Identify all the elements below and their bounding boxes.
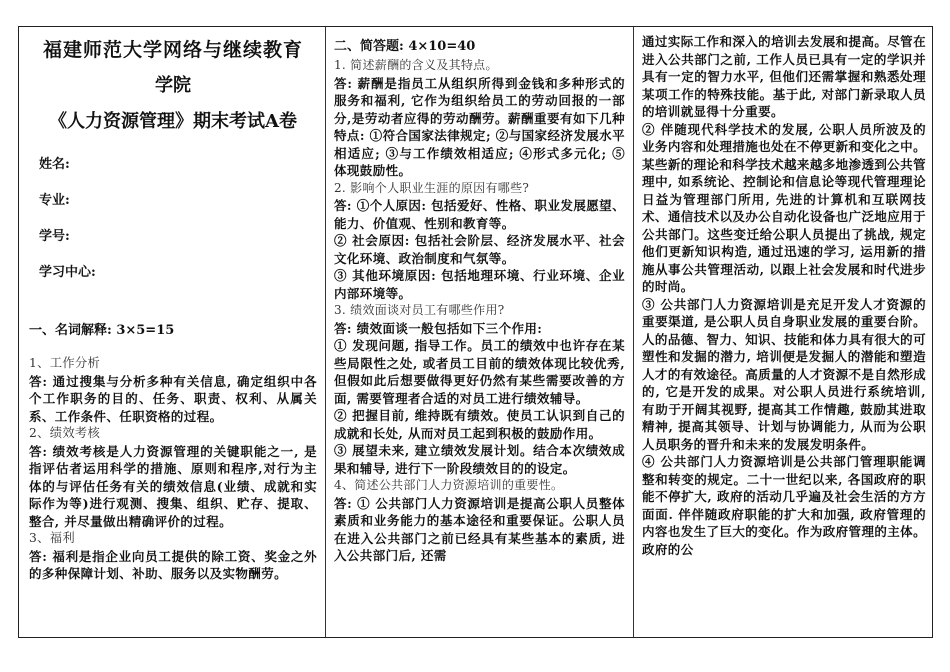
answer-text: ① 发现问题, 指导工作。员工的绩效中也许存在某些局限性之处, 或者员工目前的绩效体现比较优秀, 但假如此后想要做得更好仍然有某些需要改善的方面, 需要管理者合适的对员工进行绩效辅导。 <box>334 338 625 406</box>
answer-text: 答: 薪酬是指员工从组织所得到金钱和多种形式的服务和福利, 它作为组织给员工的劳动回报的一部分,是劳动者应得的劳动酬劳。薪酬重要有如下几种特点: ①符合国家法律规定; ②与国家经济发展水平相适应; ③与工作绩效相适应; ④形式多元化; ⑤ 体现鼓励性。 <box>334 75 625 178</box>
column-2 <box>326 27 634 637</box>
exam-title: 《人力资源管理》期末考试A卷 <box>49 111 297 132</box>
question-title: 4、简述公共部门人力资源培训的重要性。 <box>334 478 564 492</box>
answer-text: ② 社会原因: 包括社会阶层、经济发展水平、社会文化环境、政治制度和气氛等。 <box>334 233 625 266</box>
study-center-field: 学习中心: <box>39 265 96 280</box>
school-name: 福建师范大学网络与继续教育 <box>42 39 303 61</box>
answer-text: ② 伴随现代科学技术的发展, 公职人员所波及的业务内容和处理措施也处在不停更新和变化之中。某些新的理论和科学技术越来越多地渗透到公共管理中, 如系统论、控制论和信息论等现代管理理论日益为管理部门所用, 先进的计算机和互联网技术、通信技术以及办公自动化设备也广泛地应用于公共部门。这些变迁给公职人员提出了挑战, 规定他们更新知识构造, 通过迅速的学习, 运用新的措施从事公共管理活动, 以跟上社会发展和时代进步的时尚。 <box>642 121 926 294</box>
answer-text: 答: ①个人原因: 包括爱好、性格、职业发展愿望、能力、价值观、性别和教育等。 <box>334 198 625 231</box>
student-id-field: 学号: <box>39 229 70 244</box>
answer-text: 答: 绩效考核是人力资源管理的关键职能之一, 是指评估者运用科学的措施、原则和程序,对行为主体的与评估任务有关的绩效信息(业绩、成就和实际作为等)进行观测、搜集、组织、贮存、提取、整合, 并尽量做出精确评价的过程。 <box>29 443 317 529</box>
major-field: 专业: <box>39 193 70 208</box>
answer-text: ③ 公共部门人力资源培训是充足开发人才资源的重要渠道, 是公职人员自身职业发展的重要台阶。人的品德、智力、知识、技能和体力具有很大的可塑性和发掘的潜力, 培训便是发掘人的潜能和塑造人才的有效途径。高质量的人才资源不是自然形成的, 它是开发的成果。对公职人员进行系统培训, 有助于开阔其视野, 提高其工作情趣, 鼓励其进取精神, 提高其领导、计划与协调能力, 从而为公职人员职务的晋升和未来的发展发明条件。 <box>642 296 926 452</box>
section-1-title: 一、名词解释: 3×5=15 <box>29 323 175 338</box>
answer-text: 答: ① 公共部门人力资源培训是提高公职人员整体素质和业务能力的基本途径和重要保证。公职人员在进入公共部门之前已经具有某些基本的素质, 进入公共部门后, 还需 <box>334 495 625 563</box>
column-1 <box>19 27 326 637</box>
question-title: 1、工作分析 <box>29 356 101 370</box>
answer-text: ② 把握目前, 维持既有绩效。使员工认识到自己的成就和长处, 从而对员工起到积极的鼓励作用。 <box>334 408 625 441</box>
section-1-body <box>29 355 317 583</box>
answer-text: ③ 展望未来, 建立绩效发展计划。结合本次绩效成果和辅导, 进行下一阶段绩效目的的设定。 <box>334 443 625 476</box>
answer-text: ④ 公共部门人力资源培训是公共部门管理职能调整和转变的规定。二十一世纪以来, 各国政府的职能不停扩大, 政府的活动几乎遍及社会生活的方方面面. 伴伴随政府职能的扩大和加强, 政府管理的内容也发生了巨大的变化。作为政府管理的主体。政府的公 <box>642 454 926 557</box>
exam-sheet <box>18 26 933 638</box>
section-2-title: 二、简答题: 4×10=40 <box>334 39 476 54</box>
student-info <box>29 147 317 291</box>
question-title: 2、绩效考核 <box>29 426 101 440</box>
answer-text: 通过实际工作和深入的培训去发展和提高。尽管在进入公共部门之前, 工作人员已具有一定的学识并具有一定的智力水平, 但他们还需掌握和熟悉处理某项工作的特殊技能。基于此, 对部门新录取人员的培训就显得十分重要。 <box>642 34 926 119</box>
answer-text: 答: 福利是指企业向员工提供的除工资、奖金之外的多种保障计划、补助、服务以及实物酬劳。 <box>29 548 317 581</box>
answer-text: 答: 通过搜集与分析多种有关信息, 确定组织中各个工作职务的目的、任务、职责、权利、从属关系、工作条件、任职资格的过程。 <box>29 373 317 424</box>
column-3 <box>634 27 934 637</box>
question-title: 3、福利 <box>29 531 75 545</box>
answer-text: 答: 绩效面谈一般包括如下三个作用: <box>334 320 543 336</box>
school-name-cont: 学院 <box>155 75 191 96</box>
answer-text: ③ 其他环境原因: 包括地理环境、行业环境、企业内部环境等。 <box>334 268 625 301</box>
question-title: 3. 绩效面谈对员工有哪些作用? <box>334 303 505 317</box>
name-field: 姓名: <box>39 157 70 172</box>
question-title: 2. 影响个人职业生涯的原因有哪些? <box>334 180 530 195</box>
question-title: 1. 简述薪酬的含义及其特点。 <box>334 58 498 72</box>
